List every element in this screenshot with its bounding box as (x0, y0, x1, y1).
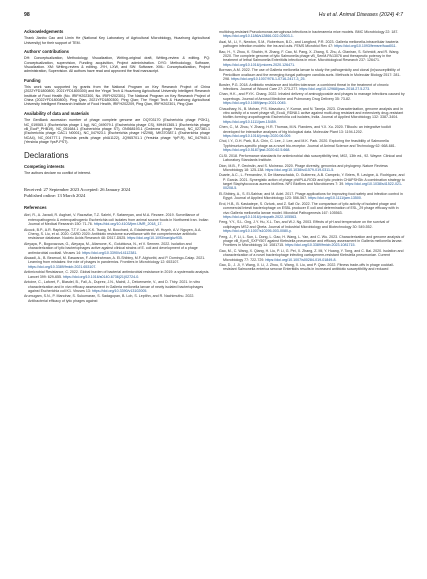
reference-text: Feng, J., F. Li, L. Sun, L. Dong, L. Gao, H. Wang, L. Yan, and C. Wu. 2023. Characterization and genome analysis of phage vB_KpnS_SXFY507 against Klebsiella pneumoniae and efficacy assessment in Galleria mellonella larvae. Frontiers in Microbiology 14: 1081715. (219, 234, 405, 248)
reference-doi-link[interactable]: https://doi.org/10.1111/jam.15459. (223, 119, 277, 124)
reference-item (24, 213, 210, 226)
reference-item (24, 256, 210, 269)
reference-text: Bao, H., Y. Zhou, K. Shahin, H. Zhang, F. Cao, M. Pang, X. Zhang, S. Zhu, A. Olaniran, S. Schmidt, and R. Wang. 2020. The complete genome of lytic Salmonella phage vB_SenM-PA13076 and therapeutic potency in the treatment of lethal Salmonella Enteritidis infections in mice. Microbiological Research 237: 126471. (219, 49, 400, 63)
acknowledgements-title: Acknowledgements (24, 29, 64, 34)
right-column (219, 30, 405, 273)
reference-item (219, 263, 405, 272)
reference-item (219, 235, 405, 248)
reference-item (219, 50, 405, 67)
reference-item (219, 83, 405, 92)
reference-text: Abri, R., A. Javadi, R. Asghari, V. Razavilar, T.Z. Salehi, F. Safaeeyan, and M.A. Rezaee. 2019. Surveillance of enteropathogenic & enteropathogenic Escherichia coli isolates from animal source foods in Northwest Iran. Indian Journal of Medical Research 150: 71-76. (24, 213, 209, 227)
reference-item (219, 92, 405, 105)
reference-item (219, 154, 405, 163)
reference-doi-link[interactable]: https://doi.org/10.12968/jowc.2018.27.5.273. (299, 86, 371, 91)
reference-doi-link[interactable]: https://doi.org/10.1007/978-1-0716-2417-3_25. (231, 77, 306, 81)
reference-text: Borman, A.M. 2022. The use of Galleria mellonella larvae to study the pathogenicity and clonal (in)susceptibility of Penicillium oxalicum and the emerging fungal pathogen candida auris. Methods in Molecular Biology 2517: 281-298. (219, 68, 401, 81)
reference-doi-link[interactable]: https://doi.org/10.3389/fmicb.2023.1081715. (285, 243, 356, 248)
reference-item (219, 30, 405, 39)
reference-doi-link[interactable]: https://doi.org/10.1111/jam.13500. (308, 196, 362, 201)
reference-doi-link[interactable]: https://doi.org/10.4103/ijmr.IJMR_2018_17. (93, 222, 163, 227)
availability-title: Availability of data and materials (24, 110, 90, 116)
reference-doi-link[interactable]: https://doi.org/10.1016/j.micres.2020.126471. (223, 62, 296, 67)
reference-text: Duarte, A.C., L. Fernandez, V. De Maesschalck, D. Gutierrez, A.B. Campelo, Y. Briers, R. Lavigne, A. Rodriguez, and P. Garcia. 2021. Synergistic action of phage phiIPLA-RODI and lytic protein CHAPSH3b: A combination strategy to target Staphylococcus aureus biofilms. NPJ Biofilms and Microbiomes 7: 39. (219, 173, 405, 187)
reference-text: Dion, M.B., F. Oechslin, and S. Moineau. 2020. Phage diversity, genomics and phylogeny. Nature Reviews Microbiology 18: 125-138. (219, 163, 388, 172)
reference-text: Chen, C., M. Zhou, Y. Zhang, H.R. Thomas, M.N. Flanders, and Y.X. Xu. 2020. TBtools: an integrative toolkit developed for interactive analyses of big biological data. Molecular Plant 13: 1194-1202. (219, 125, 391, 134)
availability-text: The GenBank accession number of phage complete genome are OQ703170 (Escherichia phage PGK1), NC_019065.1 (Escherichia phage 1 kg), NC_049079.1 (Escherichia phage CS), MH491365.1 (Escherichia phage vB_EcoP_PHB19), NC_051684.1 (Escherichia phage ST), ON568193.1 (Cedecea phage Yanou), NC_027381.1 (Escherichia phage CAC1 N0001), NC_047923.1 (Escherichia phage HZ298), MK370387.1 (Escherichia phage NCA4), NC_004777.1 (Yersinia pestis phage phiA1122), JQ965701.1 (Yersinia phage YpP-R), NC_047940.1 (Yersinia phage YpsP-PST). (24, 118, 210, 144)
reference-item (219, 68, 405, 81)
reference-doi-link[interactable]: https://doi.org/10.1038/s41579-019-0311-5. (265, 167, 335, 172)
reference-doi-link[interactable]: https://doi.org/10.1016/j.micpath.2022.105563. (223, 214, 298, 219)
reference-item (219, 173, 405, 190)
reference-item (219, 125, 405, 138)
reference-item (24, 270, 210, 279)
declarations-heading: Declarations (24, 151, 69, 161)
reference-doi-link[interactable]: https://doi.org/10.1007/s00284-019-01849-8. (265, 257, 337, 262)
reference-doi-link[interactable]: https://doi.org/10.1186/s12866-022-02603-1. (223, 34, 294, 39)
reference-item (24, 242, 210, 255)
acknowledgements-section (24, 30, 210, 45)
reference-text: Arumugam, S.N., P. Manohar, S. Sukumaran, S. Sadagopan, B. Loh, S. Leptihn, and R. Nachimuthu. 2022. Antibacterial efficacy of lytic phages against (24, 294, 195, 303)
reference-item (24, 228, 210, 241)
reference-doi-link[interactable]: https://doi.org/10.1016/j.molp.2020.06.009. (223, 133, 292, 138)
reference-text: CLSI. 2018. Performance standards for antimicrobial disk susceptibility test, M02, 13th ed., 92. Wayne: Clinical and Laboratory Standards Institute. (219, 153, 402, 162)
reference-doi-link[interactable]: https://doi.org/10.5187/jast.2020.62.5.668. (223, 148, 291, 153)
references-list-left (24, 213, 210, 303)
authors-contributions-section (24, 50, 210, 74)
reference-text: Bowler, P.G. 2018. Antibiotic resistance and biofilm tolerance: a combined threat in the treatment of chronic infections. Journal of Wound Care 27: 273-277. (219, 82, 389, 91)
acknowledgements-text: Thank Jianbo Cao and Limin He (National Key Laboratory of Agricultural Microbiology, Huazhong Agricultural University) for their support of TEM. (24, 36, 210, 45)
competing-interests-text: The authors declare no conflict of interest. (24, 170, 91, 175)
competing-interests-section (24, 165, 210, 176)
reference-doi-link[interactable]: https://doi.org/10.3390/v14112381. (82, 250, 138, 255)
published-date: Published online: 13 March 2024 (24, 192, 86, 198)
funding-title: Funding (24, 77, 41, 83)
availability-section (24, 112, 210, 144)
reference-text: Alcock, B.P., A.R. Raphenya, T.T.Y. Lau, K.K. Tsang, M. Bouchard, A. Edalatmand, W. Huynh, A.V. Nguyen, A.A. Cheng, S. Liu, et al. 2020. CARD 2020: Antibiotic resistome surveillance with the comprehensive antibiotic resistance database. Nucleic Acids Research 48: D517-D525. (24, 227, 202, 241)
authors-contributions-text: DH: Conceptualization, Methodology, Visualization, Writing-original draft, Writing-review & editing. PQ: Conceptualization, supervision, Funding acquisition, Project administration. DYG: Methodology, Software, Visualization. XM: Writing-review & editing. JYH, LXW, and SW: Software. XML: Conceptualization, Project administration, Supervision. All authors have read and approved the final manuscript. (24, 56, 210, 74)
reference-doi-link[interactable]: https://doi.org/10.1093/nar/gkz935. (127, 236, 183, 241)
reference-doi-link[interactable]: https://doi.org/10.1089/jamp.2021.0045. (223, 101, 287, 106)
reference-text: Alsaadi, A., B. Beamud, M. Easwaran, F. Abdelrahman, A. El-Shibiny, M.F. Alghoribi, and P. Domingo-Calap. 2021. Learning from mistakes: the role of phages in pandemics. Frontiers in Microbiology 12: 653107. (24, 256, 206, 265)
reference-text: Choi, I.Y., D.H. Park, B.A. Chin, C. Lee, J. Lee, and M.K. Park. 2020. Exploring the feasibility of Salmonella Typhimurium-specific phage as a novel bio-receptor. Journal of Animal Science and Technology 62: 668-681. (219, 139, 396, 148)
reference-item (219, 202, 405, 219)
left-column (24, 30, 210, 304)
reference-item (219, 107, 405, 124)
reference-doi-link[interactable]: https://doi.org/10.1007/s10295-003-0080-y. (223, 229, 292, 234)
reference-text: Gao, M., C. Wang, X. Qiang, H. Liu, P. Li, G. Pei, X. Zhang, Z. Mi, Y. Huang, Y. Tong, and C. Bai. 2020. Isolation and characterization of a novel bacteriophage infecting carbapenem-resistant Klebsiella pneumoniae. Current Microbiology 77: 722-729. (219, 248, 404, 262)
reference-item (24, 294, 210, 303)
authors-contributions-title: Authors' contributions (24, 49, 69, 55)
reference-item (219, 220, 405, 233)
received-accepted-dates: Received: 27 September 2023 Accepted: 26 January 2024 (24, 187, 131, 193)
page-header (24, 10, 403, 20)
reference-text: Asai, M., Li, Y., Newton, S.M., Robertson, B.D., and Langford, P.R. 2023. Galleria mellonella-intracellular bacteria pathogen infection models: the ins and outs. FEMS Microbiol Rev 47: (219, 39, 399, 49)
funding-section (24, 79, 210, 107)
page-number: 98 (24, 12, 30, 18)
reference-doi-link[interactable]: https://doi.org/10.3389/fmicb.2021.653107. (28, 264, 97, 269)
references-title: References (24, 205, 47, 211)
reference-item (219, 164, 405, 173)
reference-text: Erol, H.B., B. Kaskatepe, S. Ozturk, and Z. Safi Oz. 2022. The comparison of lytic activity of isolated phage and commercial Intesti bacteriophage on ESBL producer E coli and determination of ESL_29 phage efficacy with in vivo Galleria mellonella larvae model. Microbial Pathogenesis 167: 105563. (219, 201, 399, 215)
reference-item (219, 249, 405, 262)
reference-text: Chaudhary, N., B. Mohan, P.S. Mavuduru, Y. Kumar, and N. Taneja. 2023. Characterization, genome analysis and in vitro activity of a novel phage vB_EcoA_RDN8.1 active against multi-drug resistant and extensively drug-resistant biofilm-forming uropathogenic Escherichia coli isolates, India. Journal of Applied Microbiology 132: 3387-3404. (219, 106, 404, 120)
reference-text: Feng, Y.Y., S.L. Ong, J.Y. Hu, X.L. Tan, and W.J. Ng. 2003. Effects of pH and temperature on the survival of coliphages MS2 and Qbeta. Journal of Industrial Microbiology and Biotechnology 30: 549-552. (219, 220, 390, 229)
competing-interests-title: Competing interests (24, 163, 65, 169)
references-list-right (219, 30, 405, 272)
publication-dates (24, 187, 210, 198)
reference-item (24, 280, 210, 293)
reference-doi-link[interactable]: https://doi.org/10.3390/v13102005. (91, 288, 148, 293)
journal-citation: Hu et al. Animal Diseases (2024) 4:7 (318, 12, 403, 18)
reference-item (219, 192, 405, 201)
reference-text: Gao, D., J. Ji, Y. Wang, X. Li, J. Zhou, S. Wang, X. Liu, and P. Qian. 2022. Fitness trade-offs in phage cocktail-resistant Salmonella enterica serovar Enteritidis results in increased antibiotic susceptibility and reduced (219, 263, 395, 272)
reference-text: Chan, H.K., and P.Y.K. Chang. 2022. Inhaled delivery of aminoglycoside and phages to manage infections caused by superbugs. Journal of Aerosol Medicine and Pulmonary Drug Delivery 35: 73-82. (219, 92, 405, 101)
reference-doi-link[interactable]: https://doi.org/10.1038/s41522-021-00208-5. (223, 182, 403, 191)
reference-item (219, 40, 405, 49)
reference-text: El-Shibiny, A., S. El-Sahhar, and M. Adel. 2017. Phage applications for improving food safety and infection control in Egypt. Journal of Applied Microbiology 123: 556-567. (219, 191, 403, 201)
reference-item (219, 139, 405, 152)
reference-text: multidrug-resistant Pseudomonas aeruginosa infections in bacteraemia mice models. BMC Microbiology 22: 187. (219, 30, 399, 34)
reference-text: Aleyaya, P., Bogovazova, G., Aleyaya, M., Aliamone, K., Golubkova, N., et V. Sennen. 2022. Isolation and characterization of lytic bacteriophages active against clinical strains of E. coli and development of a phage antimicrobial cocktail. Viruses 14: (24, 241, 198, 255)
reference-text: Antoine, C., Laforet, F., Blasdel, B., Fall, A., Duprez, J.N., Mainil, J., Delcenserie, V., and D. Thiry. 2021. In vitro characterization and in vivo efficacy assessment in Galleria mellonella larvae of newly isolated bacteriophages against Escherichia coli K1. Viruses 13: (24, 280, 204, 293)
reference-doi-link[interactable]: https://doi.org/10.1093/femsre/fuad011. (334, 44, 397, 49)
reference-doi-link[interactable]: https://doi.org/10.1016/s0140-6736(21)02724-0. (62, 274, 140, 279)
reference-text: Antimicrobial Resistance, C. 2022. Global burden of bacterial antimicrobial resistance in 2019: a systematic analysis. Lancet 399: 629-655. (24, 270, 210, 279)
funding-text: This work was supported by grants from the National Program on Key Research Project of China (2022YFD1800800, 2021YFD1800300) and the Yingzi Tech & Huazhong Agricultural University Intelligent Research Institute of Food Health (No. IRIFH202300, No. IRIFH202301). The National Program on Key Research Project of China (2022YFD1800800). Ping Qian, 2021YFD1800300, Ping Qian; The Yingzi Tech & Huazhong Agricultural University Intelligent Research Institute of Food Health, IRIFH202209, Ping Qian, IRIFH202301, Ping Qian (24, 85, 210, 107)
